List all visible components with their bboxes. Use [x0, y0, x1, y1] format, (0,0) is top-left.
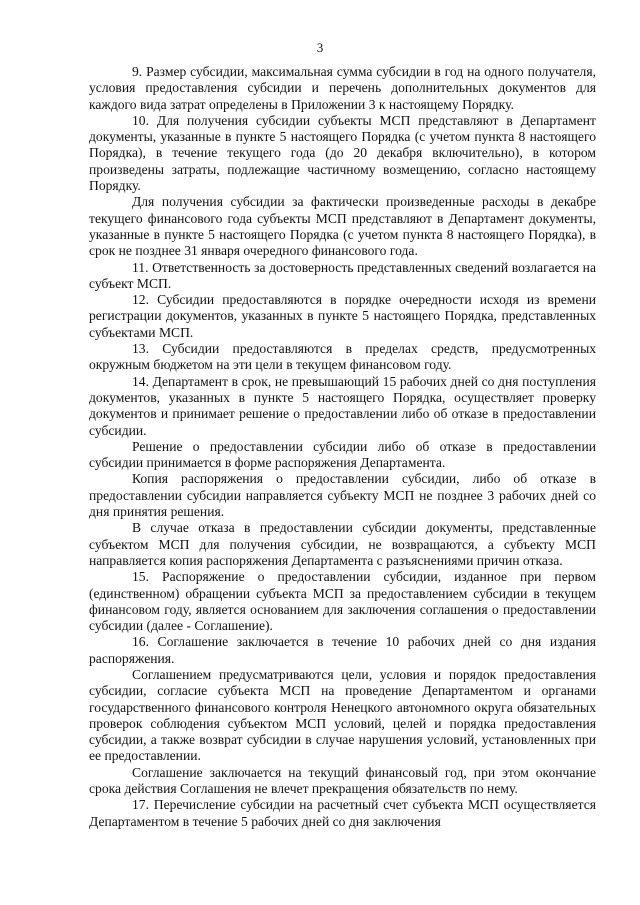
paragraph-item-12: 12. Субсидии предоставляются в порядке очередности исходя из времени регистрации документов, указанных в пункте 5 настоящего Порядка, представленных субъектами МСП. [89, 292, 596, 340]
paragraph-decision-form: Решение о предоставлении субсидии либо об отказе в предоставлении субсидии принимается в форме распоряжения Департамента. [89, 438, 596, 471]
paragraph-item-15: 15. Распоряжение о предоставлении субсидии, изданное при первом (единственном) обращении субъекта МСП за предоставлением субсидии в текущем финансовом году, является основанием для заключения соглашения о предоставлении субсидии (далее - Соглашение). [89, 569, 596, 634]
paragraph-item-13: 13. Субсидии предоставляются в пределах средств, предусмотренных окружным бюджетом на эти цели в текущем финансовом году. [89, 341, 596, 373]
paragraph-item-10: 10. Для получения субсидии субъекты МСП представляют в Департамент документы, указанные в пункте 5 настоящего Порядка (с учетом пункта 8 настоящего Порядка), в течение текущего года (до 20 декабря включительно), в котором произведены затраты, подлежащие частичному возмещению, согласно настоящему Порядку. [89, 112, 596, 194]
paragraph-item-16: 16. Соглашение заключается в течение 10 рабочих дней со дня издания распоряжения. [89, 634, 596, 666]
paragraph-refusal: В случае отказа в предоставлении субсидии документы, представленные субъектом МСП для получения субсидии, не возвращаются, а субъекту МСП направляется копия распоряжения Департамента с разъяснениями причин отказа. [89, 520, 596, 568]
paragraph-item-9: 9. Размер субсидии, максимальная сумма субсидии в год на одного получателя, условия предоставления субсидии и перечень дополнительных документов для каждого вида затрат определены в Приложении 3 к настоящему Порядку. [89, 64, 596, 112]
paragraph-item-17: 17. Перечисление субсидии на расчетный счет субъекта МСП осуществляется Департаментом в течение 5 рабочих дней со дня заключения [89, 797, 596, 829]
page-number: 3 [316, 40, 324, 55]
paragraph-item-14: 14. Департамент в срок, не превышающий 15 рабочих дней со дня поступления документов, указанных в пункте 5 настоящего Порядка, осуществляет проверку документов и принимает решение о предоставлении либо об отказе в предоставлении субсидии. [89, 373, 596, 438]
paragraph-decision-copy: Копия распоряжения о предоставлении субсидии, либо об отказе в предоставлении субсидии направляется субъекту МСП не позднее 3 рабочих дней со дня принятия решения. [89, 471, 596, 520]
paragraph-december-expenses: Для получения субсидии за фактически произведенные расходы в декабре текущего финансового года субъекты МСП представляют в Департамент документы, указанные в пункте 5 настоящего Порядка (с учетом пункта 8 настоящего Порядка), в срок не позднее 31 января очередного финансового года. [89, 194, 596, 259]
paragraph-item-11: 11. Ответственность за достоверность представленных сведений возлагается на субъект МСП. [89, 259, 596, 291]
document-body [89, 64, 596, 830]
paragraph-agreement-period: Соглашение заключается на текущий финансовый год, при этом окончание срока действия Соглашения не влечет прекращения обязательств по нему. [89, 764, 596, 797]
paragraph-agreement-terms: Соглашением предусматриваются цели, условия и порядок предоставления субсидии, согласие субъекта МСП на проведение Департаментом и органами государственного финансового контроля Ненецкого автономного округа обязательных проверок соблюдения субъектом МСП условий, целей и порядка предоставления субсидии, а также возврат субсидии в случае нарушения условий, установленных при ее предоставлении. [89, 666, 596, 764]
